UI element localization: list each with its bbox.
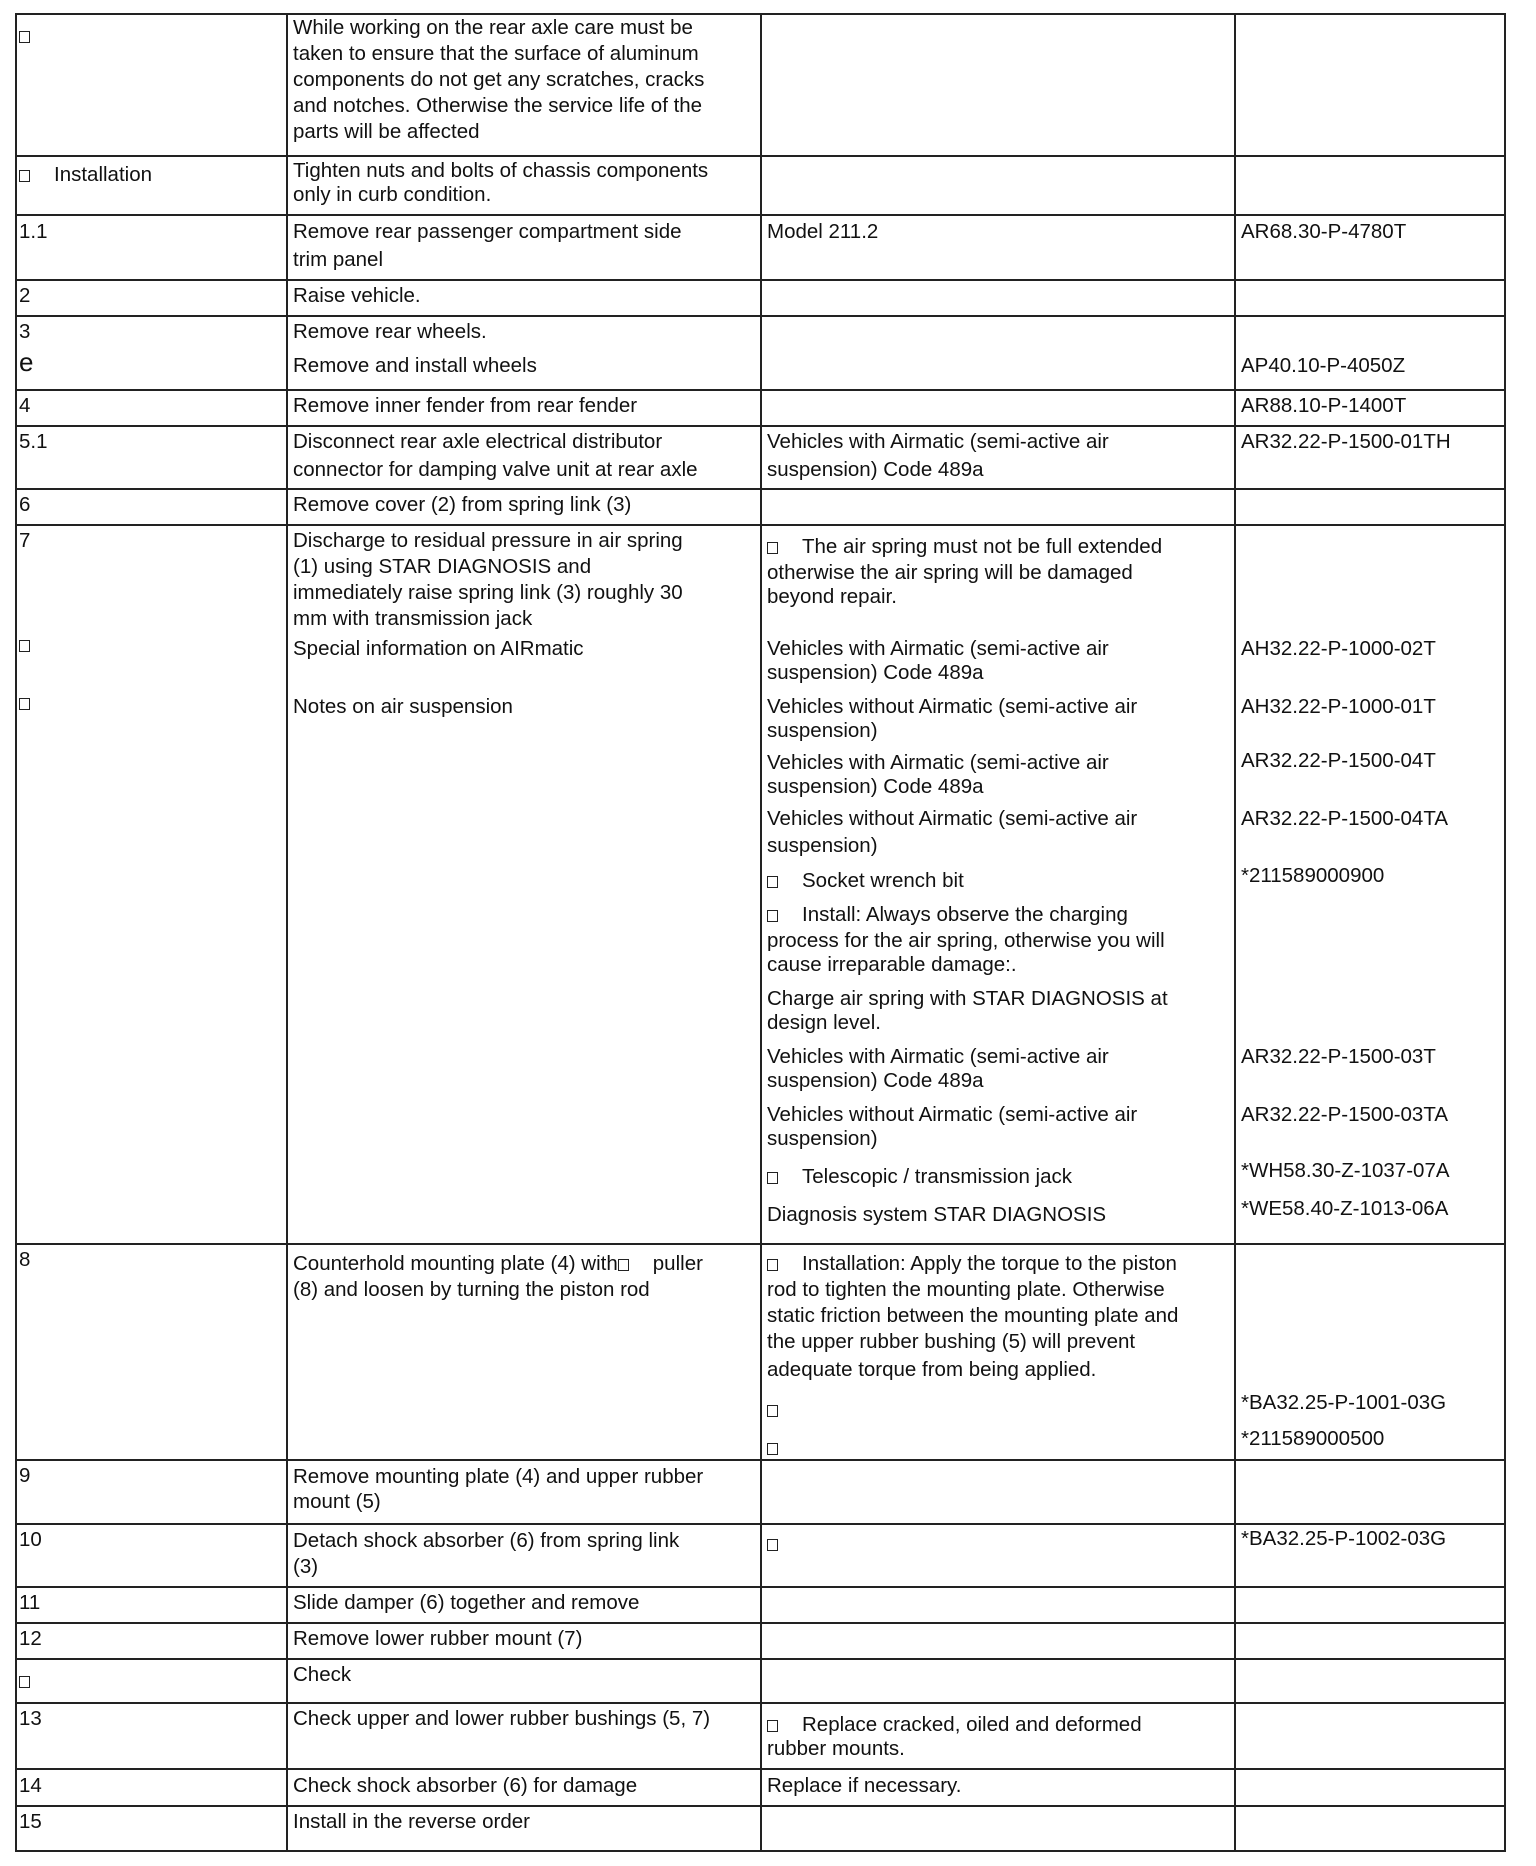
table-row: 7 Discharge to residual pressure in air spring (1) using STAR DIAGNOSIS and immediately raise spring link (3) roughly 30 mm with transmission jack Special information on AIRmatic Notes on air suspension The air spring must not be full extended otherwise the air spring will be damaged beyond repair. Vehicles with Airmatic (semi-active air suspension) Code 489a Vehicles without Airmatic (semi-active air suspension) Vehicles with Airmatic (semi-active air suspension) Code 489a Vehicles without Airmatic (semi-active air suspension) Socket wrench bit Install: Always observe the charging process for the air spring, otherwise you will cause irreparable damage:. Charge air spring with STAR DIAGNOSIS at design level. Vehicles with Airmatic (semi-active air suspension) Code 489a Vehicles without Airmatic (semi-active air suspension) Telescopic / transmission jack Diagnosis system STAR DIAGNOSIS AH32.22-P-1000-02T AH32.22-P-1000-01T AR32.22-P-1500-04T AR32.22-P-1500-04TA *211589000900 AR32.22-P-1500-03T AR32.22-P-1500-03TA *WH58.30-Z-1037-07A *WE58.40-Z-1013-06A [17, 524, 1504, 1243]
table-row: 12 Remove lower rubber mount (7) [17, 1622, 1504, 1658]
info-icon [19, 31, 30, 43]
table-row: 1.1 Remove rear passenger compartment side trim panel Model 211.2 AR68.30-P-4780T [17, 214, 1504, 279]
table-row: 4 Remove inner fender from rear fender AR88.10-P-1400T [17, 389, 1504, 425]
doc-reference: AR68.30-P-4780T [1241, 220, 1407, 243]
torque-icon [767, 1405, 778, 1417]
doc-reference: AP40.10-P-4050Z [1241, 354, 1406, 377]
table-row: Installation Tighten nuts and bolts of chassis components only in curb condition. [17, 155, 1504, 214]
table-row: 8 Counterhold mounting plate (4) with puller (8) and loosen by turning the piston rod Installation: Apply the torque to the piston rod to tighten the mounting plate. Otherwise static friction between the mounting plate and the upper rubber bushing (5) will prevent adequate torque from being applied. *BA32.25-P-1001-03G *211589000500 [17, 1243, 1504, 1459]
doc-reference: AH32.22-P-1000-01T [1241, 695, 1436, 718]
step-number: 15 [19, 1810, 42, 1833]
doc-reference: AR32.22-P-1500-03T [1241, 1045, 1436, 1068]
installation-icon [19, 170, 30, 182]
table-row: 13 Check upper and lower rubber bushings (5, 7) Replace cracked, oiled and deformed rubber mounts. [17, 1702, 1504, 1768]
special-info-icon [19, 640, 30, 652]
table-row: 14 Check shock absorber (6) for damage Replace if necessary. [17, 1768, 1504, 1805]
installation-icon [767, 1259, 778, 1271]
section-installation: Installation [54, 163, 153, 186]
table-row: 11 Slide damper (6) together and remove [17, 1586, 1504, 1622]
step-number: 7 [19, 529, 31, 552]
table-row: While working on the rear axle care must be taken to ensure that the surface of aluminum components do not get any scratches, cracks and notches. Otherwise the service life of the parts will be affected [17, 15, 1504, 155]
step-number: 1.1 [19, 220, 48, 243]
warning-icon [767, 542, 778, 554]
doc-reference: AR32.22-P-1500-03TA [1241, 1103, 1449, 1126]
doc-reference: AR32.22-P-1500-04TA [1241, 807, 1449, 830]
table-row: 15 Install in the reverse order [17, 1805, 1504, 1852]
doc-reference: AH32.22-P-1000-02T [1241, 637, 1436, 660]
check-icon [19, 1676, 30, 1688]
table-row: 5.1 Disconnect rear axle electrical distributor connector for damping valve unit at rear axle Vehicles with Airmatic (semi-active air suspension) Code 489a AR32.22-P-1500-01TH [17, 425, 1504, 488]
torque-icon [767, 1539, 778, 1551]
step-number: 14 [19, 1774, 42, 1797]
step-number: 3 [19, 320, 31, 343]
puller-icon [618, 1259, 629, 1271]
table-row: 9 Remove mounting plate (4) and upper rubber mount (5) [17, 1459, 1504, 1523]
tool-icon [767, 1443, 778, 1455]
step-number: 12 [19, 1627, 42, 1650]
table-row: 6 Remove cover (2) from spring link (3) [17, 488, 1504, 524]
jack-icon [767, 1172, 778, 1184]
step-number: 4 [19, 394, 31, 417]
wheel-icon: e [19, 347, 34, 377]
step-number: 11 [19, 1591, 41, 1614]
notes-icon [19, 698, 30, 710]
step-number: 6 [19, 493, 31, 516]
step-number: 9 [19, 1464, 31, 1487]
step-number: 13 [19, 1707, 42, 1730]
tool-reference: *BA32.25-P-1002-03G [1241, 1527, 1447, 1550]
tool-reference: *WE58.40-Z-1013-06A [1241, 1197, 1449, 1220]
install-icon [767, 910, 778, 922]
tool-reference: *BA32.25-P-1001-03G [1241, 1391, 1447, 1414]
tool-reference: *211589000900 [1241, 864, 1385, 887]
tool-reference: *211589000500 [1241, 1427, 1385, 1450]
step-number: 10 [19, 1528, 42, 1551]
doc-reference: AR88.10-P-1400T [1241, 394, 1407, 417]
procedure-table [15, 13, 1506, 1852]
tool-reference: *WH58.30-Z-1037-07A [1241, 1159, 1450, 1182]
table-row: 3 e Remove rear wheels. Remove and install wheels AP40.10-P-4050Z [17, 315, 1504, 389]
doc-reference: AR32.22-P-1500-04T [1241, 749, 1436, 772]
tool-icon [767, 876, 778, 888]
doc-reference: AR32.22-P-1500-01TH [1241, 430, 1451, 453]
warning-icon [767, 1720, 778, 1732]
step-number: 2 [19, 284, 31, 307]
section-check: Check [293, 1663, 352, 1686]
table-row: 10 Detach shock absorber (6) from spring link (3) *BA32.25-P-1002-03G [17, 1523, 1504, 1586]
table-row [17, 1658, 1504, 1702]
table-row: 2 Raise vehicle. [17, 279, 1504, 315]
step-number: 5.1 [19, 430, 48, 453]
step-number: 8 [19, 1248, 31, 1271]
